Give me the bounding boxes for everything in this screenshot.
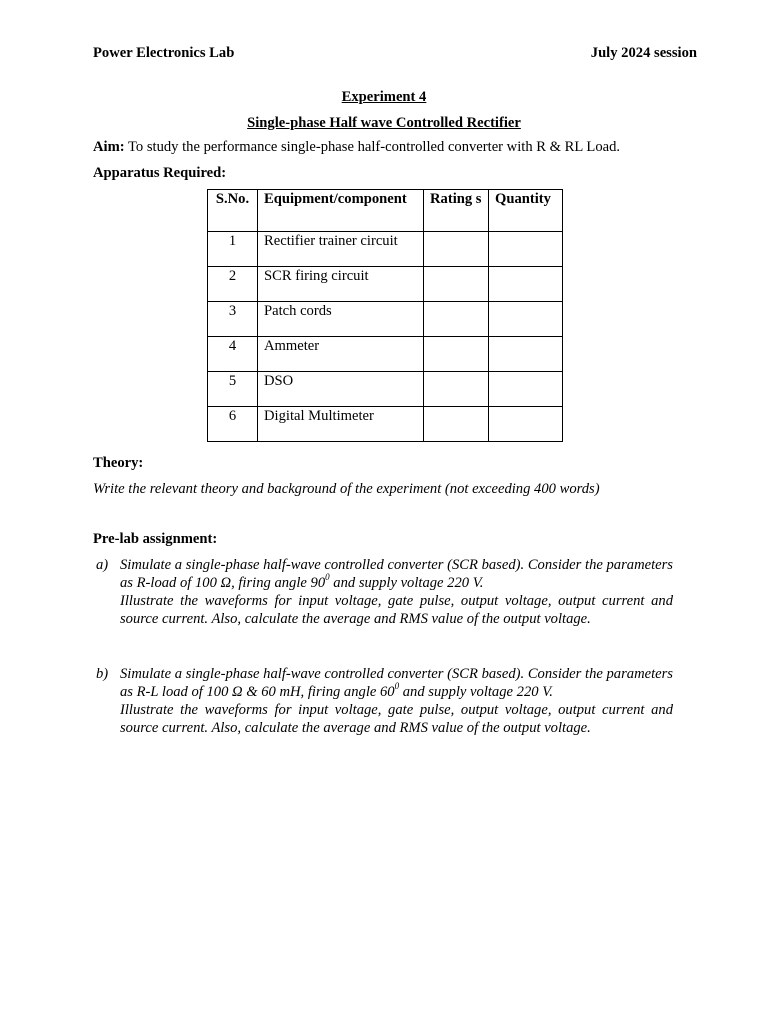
apparatus-table	[207, 189, 563, 442]
cell-sno: 3	[208, 302, 258, 337]
table-header-row	[208, 190, 563, 232]
theory-heading: Theory:	[93, 455, 144, 471]
cell-quantity	[489, 337, 563, 372]
column-header-sno: S.No.	[208, 190, 258, 232]
list-marker: b)	[96, 666, 109, 682]
table-row	[208, 232, 563, 267]
table-row	[208, 267, 563, 302]
cell-ratings	[424, 302, 489, 337]
degree-superscript: 0	[394, 681, 400, 692]
prelab-item-line2: Illustrate the waveforms for input voltage, gate pulse, output voltage, output current and source current. Also, calculate the average and RMS value of the output voltage.	[120, 702, 673, 736]
cell-sno: 1	[208, 232, 258, 267]
cell-ratings	[424, 232, 489, 267]
cell-quantity	[489, 232, 563, 267]
cell-equipment: Rectifier trainer circuit	[258, 232, 424, 267]
cell-equipment: Digital Multimeter	[258, 407, 424, 442]
column-header-ratings: Rating s	[424, 190, 489, 232]
prelab-item-line1	[120, 556, 673, 592]
degree-superscript: 0	[325, 572, 330, 583]
cell-sno: 5	[208, 372, 258, 407]
column-header-equipment: Equipment/component	[258, 190, 424, 232]
cell-quantity	[489, 407, 563, 442]
lab-name: Power Electronics Lab	[93, 45, 235, 61]
table-row	[208, 337, 563, 372]
cell-sno: 2	[208, 267, 258, 302]
cell-ratings	[424, 372, 489, 407]
prelab-item-line1-text: Simulate a single-phase half-wave controlled converter (SCR based). Consider the parameters as R-load of 100 Ω, firing angle 90	[120, 557, 673, 591]
cell-ratings	[424, 337, 489, 372]
prelab-item-line1-tail: and supply voltage 220 V.	[329, 575, 484, 591]
cell-quantity	[489, 267, 563, 302]
cell-equipment: Patch cords	[258, 302, 424, 337]
cell-equipment: DSO	[258, 372, 424, 407]
column-header-quantity: Quantity	[489, 190, 563, 232]
apparatus-heading: Apparatus Required:	[93, 165, 227, 181]
prelab-item-line1-tail: and supply voltage 220 V.	[399, 684, 553, 700]
aim-text: To study the performance single-phase half-controlled converter with R & RL Load.	[124, 139, 621, 155]
prelab-item-line1	[120, 665, 673, 701]
prelab-item-text	[120, 665, 673, 737]
cell-equipment: Ammeter	[258, 337, 424, 372]
cell-quantity	[489, 372, 563, 407]
list-marker: a)	[96, 557, 109, 573]
theory-instruction: Write the relevant theory and background of the experiment (not exceeding 400 words)	[93, 481, 600, 497]
cell-ratings	[424, 407, 489, 442]
prelab-item-text	[120, 556, 673, 628]
cell-equipment: SCR firing circuit	[258, 267, 424, 302]
table-row	[208, 407, 563, 442]
prelab-item-line2: Illustrate the waveforms for input voltage, gate pulse, output voltage, output current and source current. Also, calculate the average and RMS value of the output voltage.	[120, 593, 673, 627]
cell-quantity	[489, 302, 563, 337]
experiment-subtitle: Single-phase Half wave Controlled Rectifier	[247, 115, 521, 131]
aim-label: Aim:	[93, 139, 125, 155]
cell-sno: 4	[208, 337, 258, 372]
aim-paragraph	[93, 138, 620, 156]
cell-ratings	[424, 267, 489, 302]
table-row	[208, 372, 563, 407]
table-row	[208, 302, 563, 337]
cell-sno: 6	[208, 407, 258, 442]
prelab-heading: Pre-lab assignment:	[93, 531, 218, 547]
experiment-title: Experiment 4	[341, 89, 427, 105]
prelab-item-line1-text: Simulate a single-phase half-wave controlled converter (SCR based). Consider the parameters as R-L load of 100 Ω & 60 mH, firing angle 60	[120, 666, 673, 700]
session-label: July 2024 session	[590, 45, 697, 61]
